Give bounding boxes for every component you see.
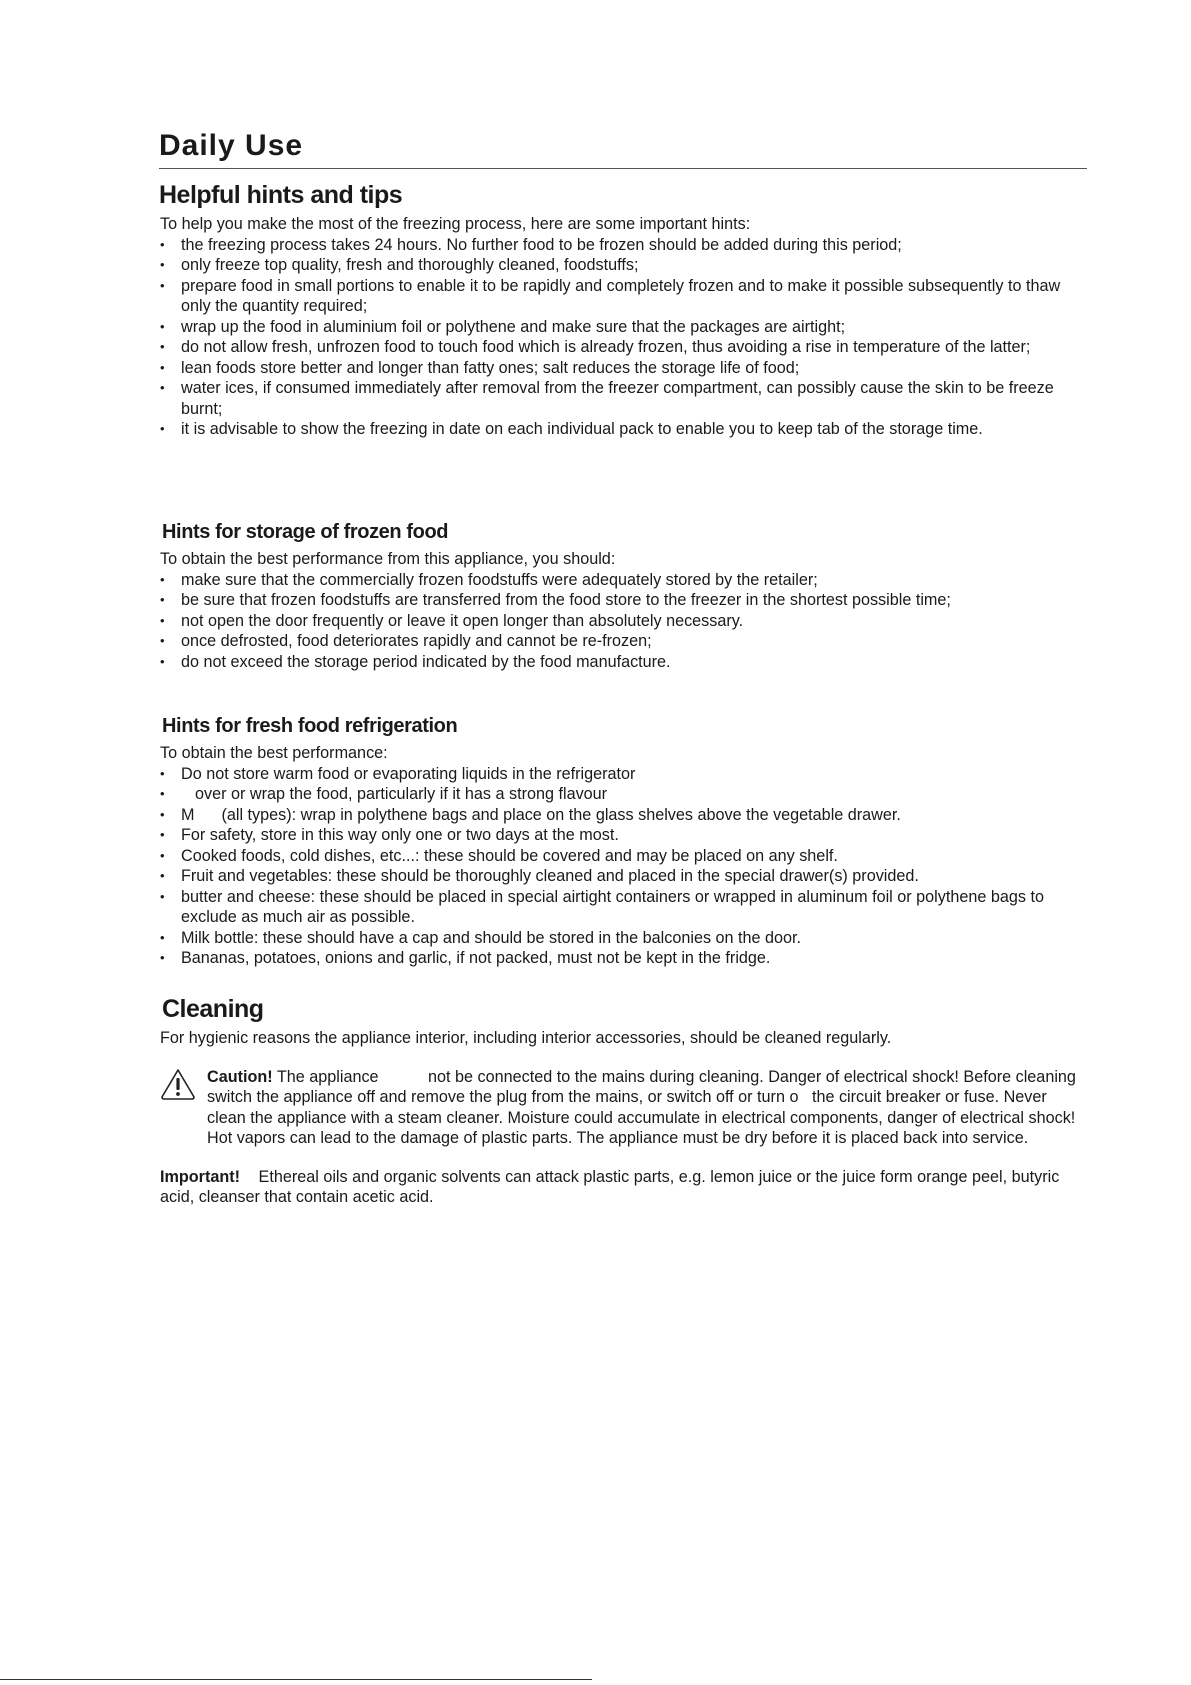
cleaning-intro: For hygienic reasons the appliance interior, including interior accessories, should be cleaned regularly. [160,1029,892,1047]
fresh-food-list [159,764,1087,969]
page-content [159,128,1087,1206]
list-item: • water ices, if consumed immediately after removal from the freezer compartment, can possibly cause the skin to be freeze burnt; [159,378,1087,419]
helpful-hints-section [159,170,1087,440]
helpful-hints-list [159,235,1087,440]
list-item: • butter and cheese: these should be placed in special airtight containers or wrapped in aluminum foil or polythene bags to exclude as much air as possible. [159,887,1087,928]
list-item: • the freezing process takes 24 hours. No further food to be frozen should be added during this period; [159,235,1087,256]
warning-triangle-icon [159,1067,197,1101]
caution-text: The appliance not be connected to the mains during cleaning. Danger of electrical shock! Before cleaning switch the appliance off and remove the plug from the mains, or switch off or turn o the circuit breaker or fuse. Never clean the appliance with a steam cleaner. Moisture could accumulate in electrical components, danger of electrical shock! Hot vapors can lead to the damage of plastic parts. The appliance must be dry before it is placed back into service. [207,1067,1081,1147]
fresh-food-title: Hints for fresh food refrigeration [162,715,458,737]
list-item: • be sure that frozen foodstuffs are transferred from the food store to the freezer in the shortest possible time; [159,590,1087,611]
list-item: • once defrosted, food deteriorates rapidly and cannot be re-frozen; [159,631,1087,652]
list-item: • it is advisable to show the freezing in date on each individual pack to enable you to keep tab of the storage time. [159,419,1087,440]
cleaning-section [159,984,1087,1208]
helpful-hints-intro: To help you make the most of the freezing process, here are some important hints: [160,215,751,233]
important-note [160,1167,1087,1208]
frozen-food-list [159,570,1087,673]
frozen-food-intro: To obtain the best performance from this appliance, you should: [160,550,616,568]
important-text: Ethereal oils and organic solvents can attack plastic parts, e.g. lemon juice or the juice form orange peel, butyric acid, cleanser that contain acetic acid. [160,1167,1060,1206]
footer-divider [0,1679,592,1680]
list-item: • not open the door frequently or leave it open longer than absolutely necessary. [159,611,1087,632]
important-label: Important! [160,1167,241,1186]
helpful-hints-title: Helpful hints and tips [159,181,403,209]
frozen-food-title: Hints for storage of frozen food [162,521,449,543]
title-divider [159,168,1087,169]
list-item: • only freeze top quality, fresh and thoroughly cleaned, foodstuffs; [159,255,1087,276]
page-title: Daily Use [159,129,304,162]
frozen-food-section [159,519,1087,672]
list-item: • make sure that the commercially frozen foodstuffs were adequately stored by the retailer; [159,570,1087,591]
list-item: • Bananas, potatoes, onions and garlic, if not packed, must not be kept in the fridge. [159,948,1087,969]
list-item: • M (all types): wrap in polythene bags and place on the glass shelves above the vegetable drawer. [159,805,1087,826]
list-item: • wrap up the food in aluminium foil or polythene and make sure that the packages are airtight; [159,317,1087,338]
list-item: • do not exceed the storage period indicated by the food manufacture. [159,652,1087,673]
list-item: • Fruit and vegetables: these should be thoroughly cleaned and placed in the special drawer(s) provided. [159,866,1087,887]
fresh-food-intro: To obtain the best performance: [160,744,388,762]
list-item: • Do not store warm food or evaporating liquids in the refrigerator [159,764,1087,785]
fresh-food-section [159,713,1087,969]
list-item: • do not allow fresh, unfrozen food to touch food which is already frozen, thus avoiding a rise in temperature of the latter; [159,337,1087,358]
cleaning-title: Cleaning [162,995,264,1023]
list-item: • Milk bottle: these should have a cap and should be stored in the balconies on the door. [159,928,1087,949]
list-item: • lean foods store better and longer than fatty ones; salt reduces the storage life of food; [159,358,1087,379]
list-item: • over or wrap the food, particularly if it has a strong flavour [159,784,1087,805]
list-item: • prepare food in small portions to enable it to be rapidly and completely frozen and to make it possible subsequently to thaw only the quantity required; [159,276,1087,317]
list-item: • Cooked foods, cold dishes, etc...: these should be covered and may be placed on any shelf. [159,846,1087,867]
caution-label: Caution! [207,1067,273,1086]
caution-block [159,1067,1087,1149]
list-item: • For safety, store in this way only one or two days at the most. [159,825,1087,846]
